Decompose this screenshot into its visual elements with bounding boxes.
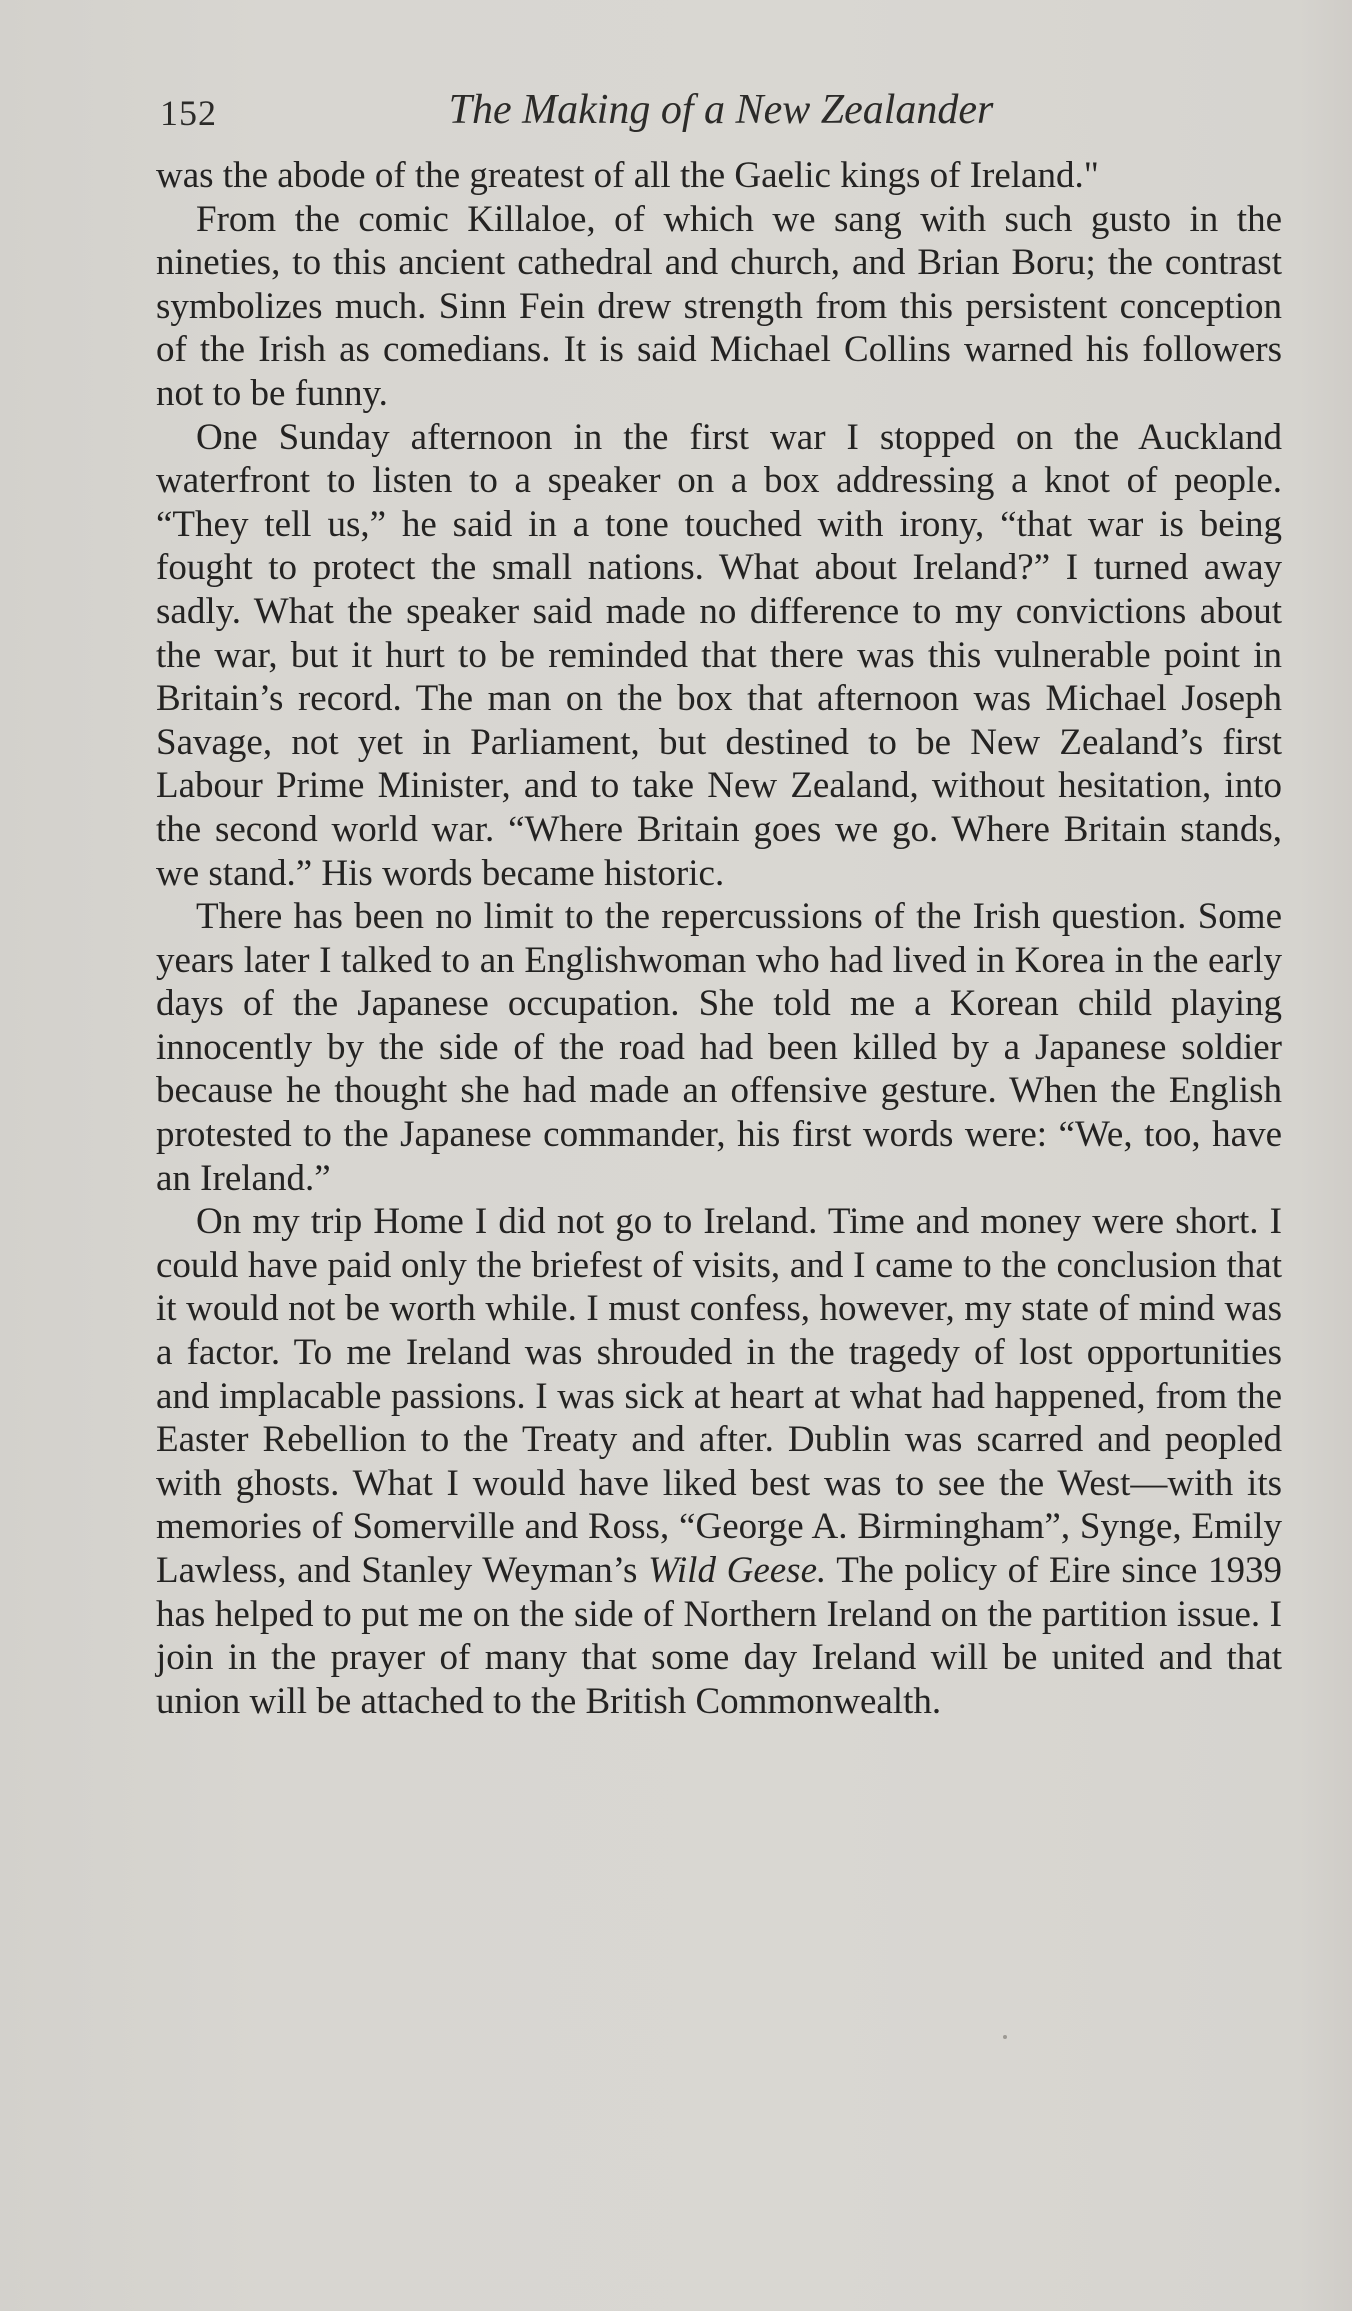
page-number: 152 [160,93,217,133]
book-title-italic: Wild Geese. [648,1550,827,1591]
paragraph: From the comic Killaloe, of which we sang with such gusto in the nineties, to this ancient cathedral and church, and Brian Boru; the contrast symbolizes much. Sinn Fein drew strength from this persistent conception of the Irish as comedians. It is said Michael Collins warned his followers not to be funny. [156,198,1282,414]
running-title: The Making of a New Zealander [448,87,994,133]
body-text [156,154,1282,1723]
paper-speck [1003,2035,1007,2039]
paragraph: There has been no limit to the repercussions of the Irish question. Some years later I talked to an Englishwoman who had lived in Korea in the early days of the Japanese occupation. She told me a Korean child playing innocently by the side of the road had been killed by a Japanese soldier because he thought she had made an offensive gesture. When the English protested to the Japanese commander, his first words were: “We, too, have an Ireland.” [156,896,1282,1199]
paragraph-text: On my trip Home I did not go to Ireland. Time and money were short. I could have paid only the briefest of visits, and I came to the conclusion that it would not be worth while. I must confess, however, my state of mind was a factor. To me Ireland was shrouded in the tragedy of lost opportunities and implacable passions. I was sick at heart at what had happened, from the Easter Rebellion to the Treaty and after. Dublin was scarred and peopled with ghosts. What I would have liked best was to see the West—with its memories of Somerville and Ross, “George A. Birmingham”, Synge, Emily Lawless, and Stanley Weyman’s [156,1201,1282,1591]
paragraph [156,1200,1282,1723]
running-header [160,86,1282,146]
paragraph-text: The policy of Eire since 1939 has helped to put me on the side of Northern Ireland on the partition issue. I join in the prayer of many that some day Ireland will be united and that union will be attached to the British Commonwealth. [156,1550,1283,1722]
paragraph: One Sunday afternoon in the first war I stopped on the Auckland waterfront to listen to a speaker on a box addressing a knot of people. “They tell us,” he said in a tone touched with irony, “that war is being fought to protect the small nations. What about Ireland?” I turned away sadly. What the speaker said made no difference to my convictions about the war, but it hurt to be reminded that there was this vulnerable point in Britain’s record. The man on the box that afternoon was Michael Joseph Savage, not yet in Parliament, but destined to be New Zealand’s first Labour Prime Minister, and to take New Zealand, without hesitation, into the second world war. “Where Britain goes we go. Where Britain stands, we stand.” His words became historic. [156,416,1282,894]
paragraph-continued: was the abode of the greatest of all the Gaelic kings of Ireland." [156,155,1099,196]
